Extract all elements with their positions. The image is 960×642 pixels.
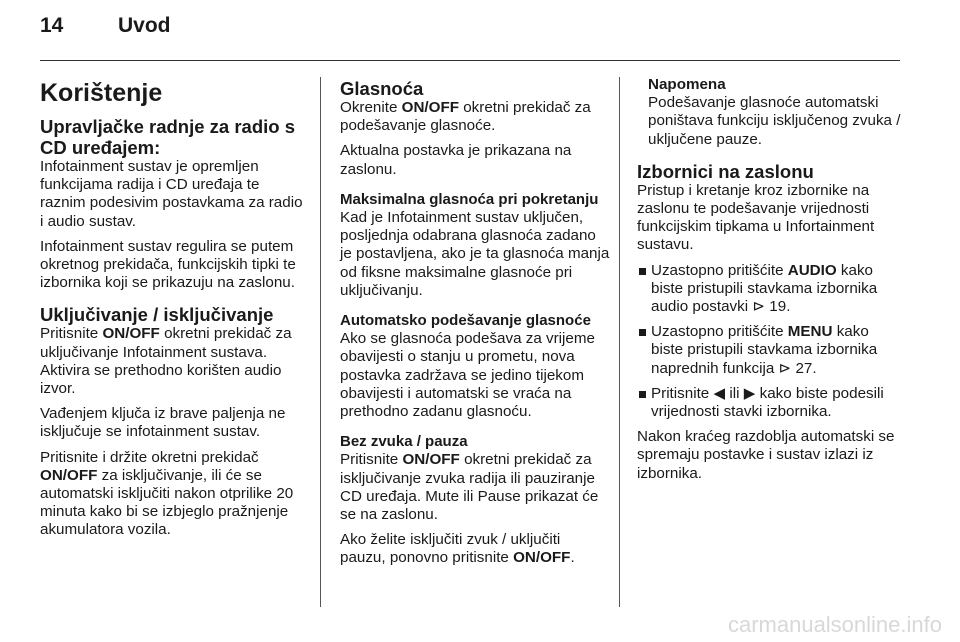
- key-label: ON/OFF: [40, 466, 98, 484]
- paragraph: Ako se glasnoća podešava za vrijeme obavijesti o stanju u prometu, nova postavka zadržava se jedino tijekom obavijesti i automatski se vraća na prethodno zadanu glasnoću.: [340, 330, 595, 421]
- key-label: ON/OFF: [513, 549, 571, 567]
- left-arrow-icon: ◀: [713, 384, 726, 402]
- bullet-square-icon: [639, 391, 646, 398]
- paragraph: Nakon kraćeg razdoblja automatski se spremaju postavke i sustav izlazi iz izbornika.: [637, 428, 895, 482]
- column-3: [637, 72, 905, 490]
- page-header: [40, 14, 171, 38]
- header-rule: [40, 60, 900, 61]
- right-arrow-icon: ▶: [743, 384, 756, 402]
- list-item: Uzastopno pritišćite MENU kako biste pristupili stavkama izbornika naprednih funkcija ⊳ 27.: [637, 323, 905, 378]
- paragraph: Pritisnite ON/OFF okretni prekidač za uključivanje Infotainment sustava. Aktivira se prethodno korišten audio izvor.: [40, 325, 292, 398]
- paragraph: Pritisnite ON/OFF okretni prekidač za isključivanje zvuka radija ili pauziranje CD uređaja. Mute ili Pause prikazat će se na zaslonu.: [340, 451, 599, 524]
- paragraph: Infotainment sustav regulira se putem okretnog prekidača, funkcijskih tipki te izbornika koji se prikazuju na zaslonu.: [40, 237, 296, 292]
- key-label: ON/OFF: [402, 451, 460, 469]
- paragraph: Okrenite ON/OFF okretni prekidač za podešavanje glasnoće.: [340, 99, 591, 135]
- paragraph: Ako želite isključiti zvuk / uključiti pauzu, ponovno pritisnite ON/OFF.: [340, 531, 575, 567]
- page-ref-arrow-icon: ⊳: [752, 298, 766, 316]
- paragraph: Pristup i kretanje kroz izbornike na zaslonu te podešavanje vrijednosti funkcijskim tipkama u Infortainment sustavu.: [637, 181, 875, 254]
- page-ref-arrow-icon: ⊳: [778, 359, 792, 377]
- column-divider-1: [320, 77, 321, 607]
- paragraph: Vađenjem ključa iz brave paljenja ne isključuje se infotainment sustav.: [40, 405, 286, 441]
- section-title: Korištenje: [40, 79, 163, 107]
- paragraph: Pritisnite i držite okretni prekidač ON/OFF za isključivanje, ili će se automatski isključiti nakon otprilike 20 minuta kako bi se izbjeglo pražnjenje akumulatora vozila.: [40, 448, 294, 539]
- key-label: ON/OFF: [102, 325, 160, 343]
- key-label: AUDIO: [787, 261, 837, 279]
- subheading: Maksimalna glasnoća pri pokretanju: [340, 190, 599, 208]
- paragraph: Aktualna postavka je prikazana na zaslonu.: [340, 142, 572, 178]
- section-heading: Uključivanje / isključivanje: [40, 304, 274, 326]
- watermark: carmanualsonline.info: [727, 612, 942, 637]
- paragraph: Infotainment sustav je opremljen funkcijama radija i CD uređaja te raznim podesivim postavkama za radio i audio sustav.: [40, 158, 303, 230]
- paragraph: Kad je Infotainment sustav uključen, posljednja odabrana glasnoća zadano je postavljena, ako je ta glasnoća manja od fiksne maksimalne glasnoće pri uključivanju.: [340, 209, 610, 299]
- list-item: Uzastopno pritišćite AUDIO kako biste pristupili stavkama izbornika audio postavki ⊳ 19.: [637, 262, 905, 317]
- note-text: Podešavanje glasnoće automatski poništava funkciju isključenog zvuka / uključene pauze.: [648, 94, 901, 148]
- note-title: Napomena: [648, 76, 726, 93]
- subheading: Automatsko podešavanje glasnoće: [340, 312, 591, 330]
- subheading: Bez zvuka / pauza: [340, 433, 468, 451]
- section-heading: Upravljačke radnje za radio s CD uređajem:: [40, 116, 296, 158]
- page-number: 14: [40, 14, 64, 37]
- bullet-square-icon: [639, 329, 646, 336]
- section-heading: Glasnoća: [340, 78, 424, 99]
- note-box: [648, 76, 905, 149]
- page-reference: 19.: [769, 298, 791, 316]
- list-item: Pritisnite ◀ ili ▶ kako biste podesili vrijednosti stavki izbornika.: [637, 385, 905, 421]
- section-heading: Izbornici na zaslonu: [637, 160, 814, 182]
- page-reference: 27.: [795, 359, 817, 377]
- column-1: [40, 72, 308, 547]
- key-label: ON/OFF: [401, 99, 459, 116]
- bullet-square-icon: [639, 268, 646, 275]
- column-2: [340, 72, 610, 575]
- column-divider-2: [619, 77, 620, 607]
- chapter-title: Uvod: [118, 14, 171, 37]
- key-label: MENU: [787, 323, 833, 341]
